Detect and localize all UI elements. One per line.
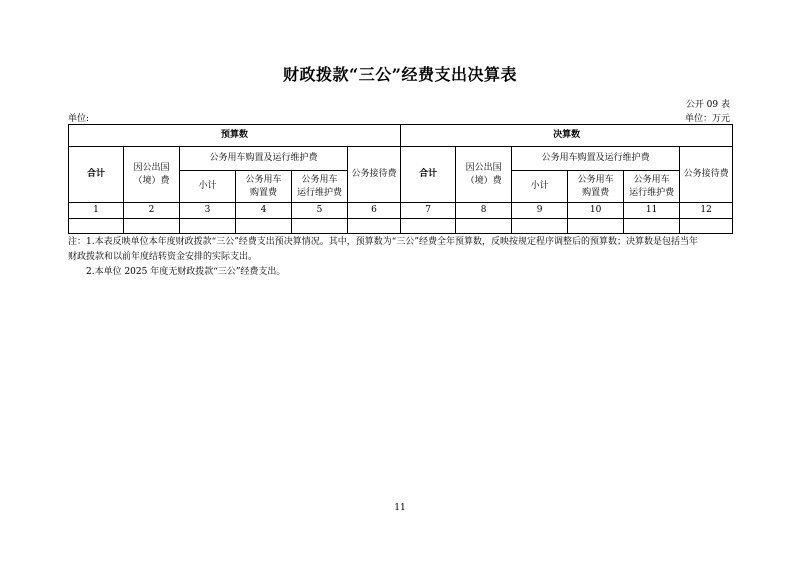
- data-cell: [624, 219, 680, 234]
- final-vehicle-group-header: 公务用车购置及运行维护费: [512, 147, 680, 171]
- column-number: 9: [512, 203, 568, 219]
- column-number: 4: [236, 203, 292, 219]
- column-number: 2: [124, 203, 180, 219]
- column-number: 3: [180, 203, 236, 219]
- note-line: 2.本单位 2025 年度无财政拨款“三公”经费支出。: [86, 267, 286, 277]
- column-number: 7: [401, 203, 456, 219]
- final-abroad-header: 因公出国 （境）费: [456, 147, 512, 203]
- final-reception-header: 公务接待费: [680, 147, 733, 203]
- final-purchase-header: 公务用车 购置费: [568, 171, 624, 203]
- final-subtotal-header: 小计: [512, 171, 568, 203]
- note-line: 财政拨款和以前年度结转资金安排的实际支出。: [68, 252, 258, 262]
- final-maintenance-header: 公务用车 运行维护费: [624, 171, 680, 203]
- budget-reception-header: 公务接待费: [348, 147, 401, 203]
- budget-vehicle-group-header: 公务用车购置及运行维护费: [180, 147, 348, 171]
- data-cell: [680, 219, 733, 234]
- budget-subtotal-header: 小计: [180, 171, 236, 203]
- final-header: 决算数: [401, 125, 733, 147]
- data-cell: [292, 219, 348, 234]
- data-cell: [401, 219, 456, 234]
- column-number: 5: [292, 203, 348, 219]
- note-line: 注：1.本表反映单位本年度财政拨款“三公”经费支出预决算情况。其中，预算数为“三公”经费全年预算数，反映按规定程序调整后的预算数；决算数是包括当年: [68, 237, 698, 247]
- data-cell: [69, 219, 124, 234]
- budget-abroad-header: 因公出国 （境）费: [124, 147, 180, 203]
- expenditure-table: [68, 124, 733, 234]
- table-row: [69, 219, 733, 234]
- column-number: 8: [456, 203, 512, 219]
- column-number: 10: [568, 203, 624, 219]
- data-cell: [512, 219, 568, 234]
- data-cell: [568, 219, 624, 234]
- budget-maintenance-header: 公务用车 运行维护费: [292, 171, 348, 203]
- currency-unit: 单位：万元: [684, 114, 730, 124]
- table-notes: [68, 235, 732, 280]
- column-number: 11: [624, 203, 680, 219]
- column-number-row: [69, 203, 733, 219]
- page-title: 财政拨款“三公”经费支出决算表: [283, 65, 517, 84]
- column-number: 6: [348, 203, 401, 219]
- unit-label: 单位:: [68, 114, 90, 124]
- data-cell: [180, 219, 236, 234]
- data-cell: [236, 219, 292, 234]
- column-number: 12: [680, 203, 733, 219]
- budget-total-header: 合计: [69, 147, 124, 203]
- final-total-header: 合计: [401, 147, 456, 203]
- data-cell: [124, 219, 180, 234]
- budget-header: 预算数: [69, 125, 401, 147]
- budget-purchase-header: 公务用车 购置费: [236, 171, 292, 203]
- data-cell: [456, 219, 512, 234]
- data-cell: [348, 219, 401, 234]
- form-code: 公开 09 表: [685, 100, 730, 110]
- page-number: 11: [394, 503, 406, 513]
- column-number: 1: [69, 203, 124, 219]
